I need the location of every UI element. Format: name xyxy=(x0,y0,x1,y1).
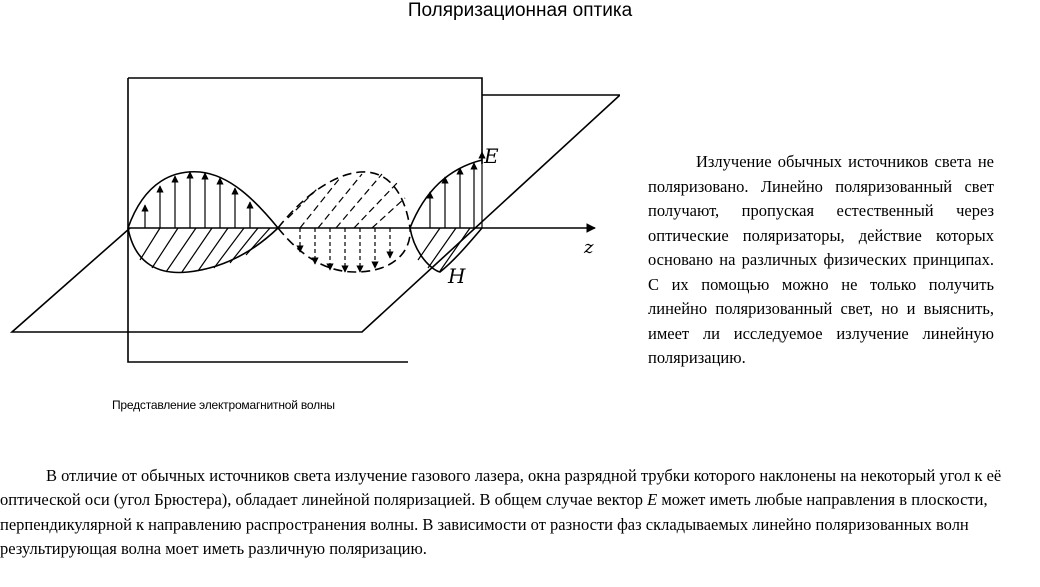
e-envelope-3 xyxy=(410,160,482,228)
vector-symbol: E xyxy=(647,490,658,510)
h-envelope-3 xyxy=(410,228,482,272)
h-label: H xyxy=(448,264,466,288)
main-paragraph-part1: В отличие от обычных источников света излучение газового лазера, окна разрядной трубки которого наклонены на некоторый угол к её оптической оси (угол Брюстера), обладает линейной поляризацией. В общем случае вектор xyxy=(0,466,1002,510)
side-paragraph: Излучение обычных источников света не поляризовано. Линейно поляризованный свет получают, пропуская естественный через оптические поляризаторы, действие которых основано на различных физических принципах. С их помощью можно не только получить линейно поляризованный свет, но и выяснить, имеет ли исследуемое излучение линейную поляризацию. xyxy=(648,152,994,367)
h-envelope-1 xyxy=(128,228,278,272)
e-envelope-1 xyxy=(128,172,278,228)
e-envelope-2 xyxy=(278,172,410,228)
em-wave-figure xyxy=(0,60,620,380)
h-hatching-dashed xyxy=(288,174,405,228)
e-label: E xyxy=(484,144,499,168)
main-paragraph-part2: может иметь любые направления в плоскости, перпендикулярной к направлению распространения волны. В зависимости от разности фаз складываемых линейно поляризованных волн результирующая волна моет иметь различную поляризацию. xyxy=(0,490,988,558)
z-label: z xyxy=(584,237,594,258)
h-hatching-solid xyxy=(140,228,470,272)
em-wave-diagram xyxy=(0,60,620,380)
vertical-plane xyxy=(128,78,482,362)
figure-caption: Представление электромагнитной волны xyxy=(112,398,335,412)
horizontal-plane xyxy=(12,95,620,332)
e-vectors-dashed xyxy=(300,228,390,272)
page-title: Поляризационная оптика xyxy=(407,0,633,21)
main-paragraph xyxy=(0,464,1022,561)
